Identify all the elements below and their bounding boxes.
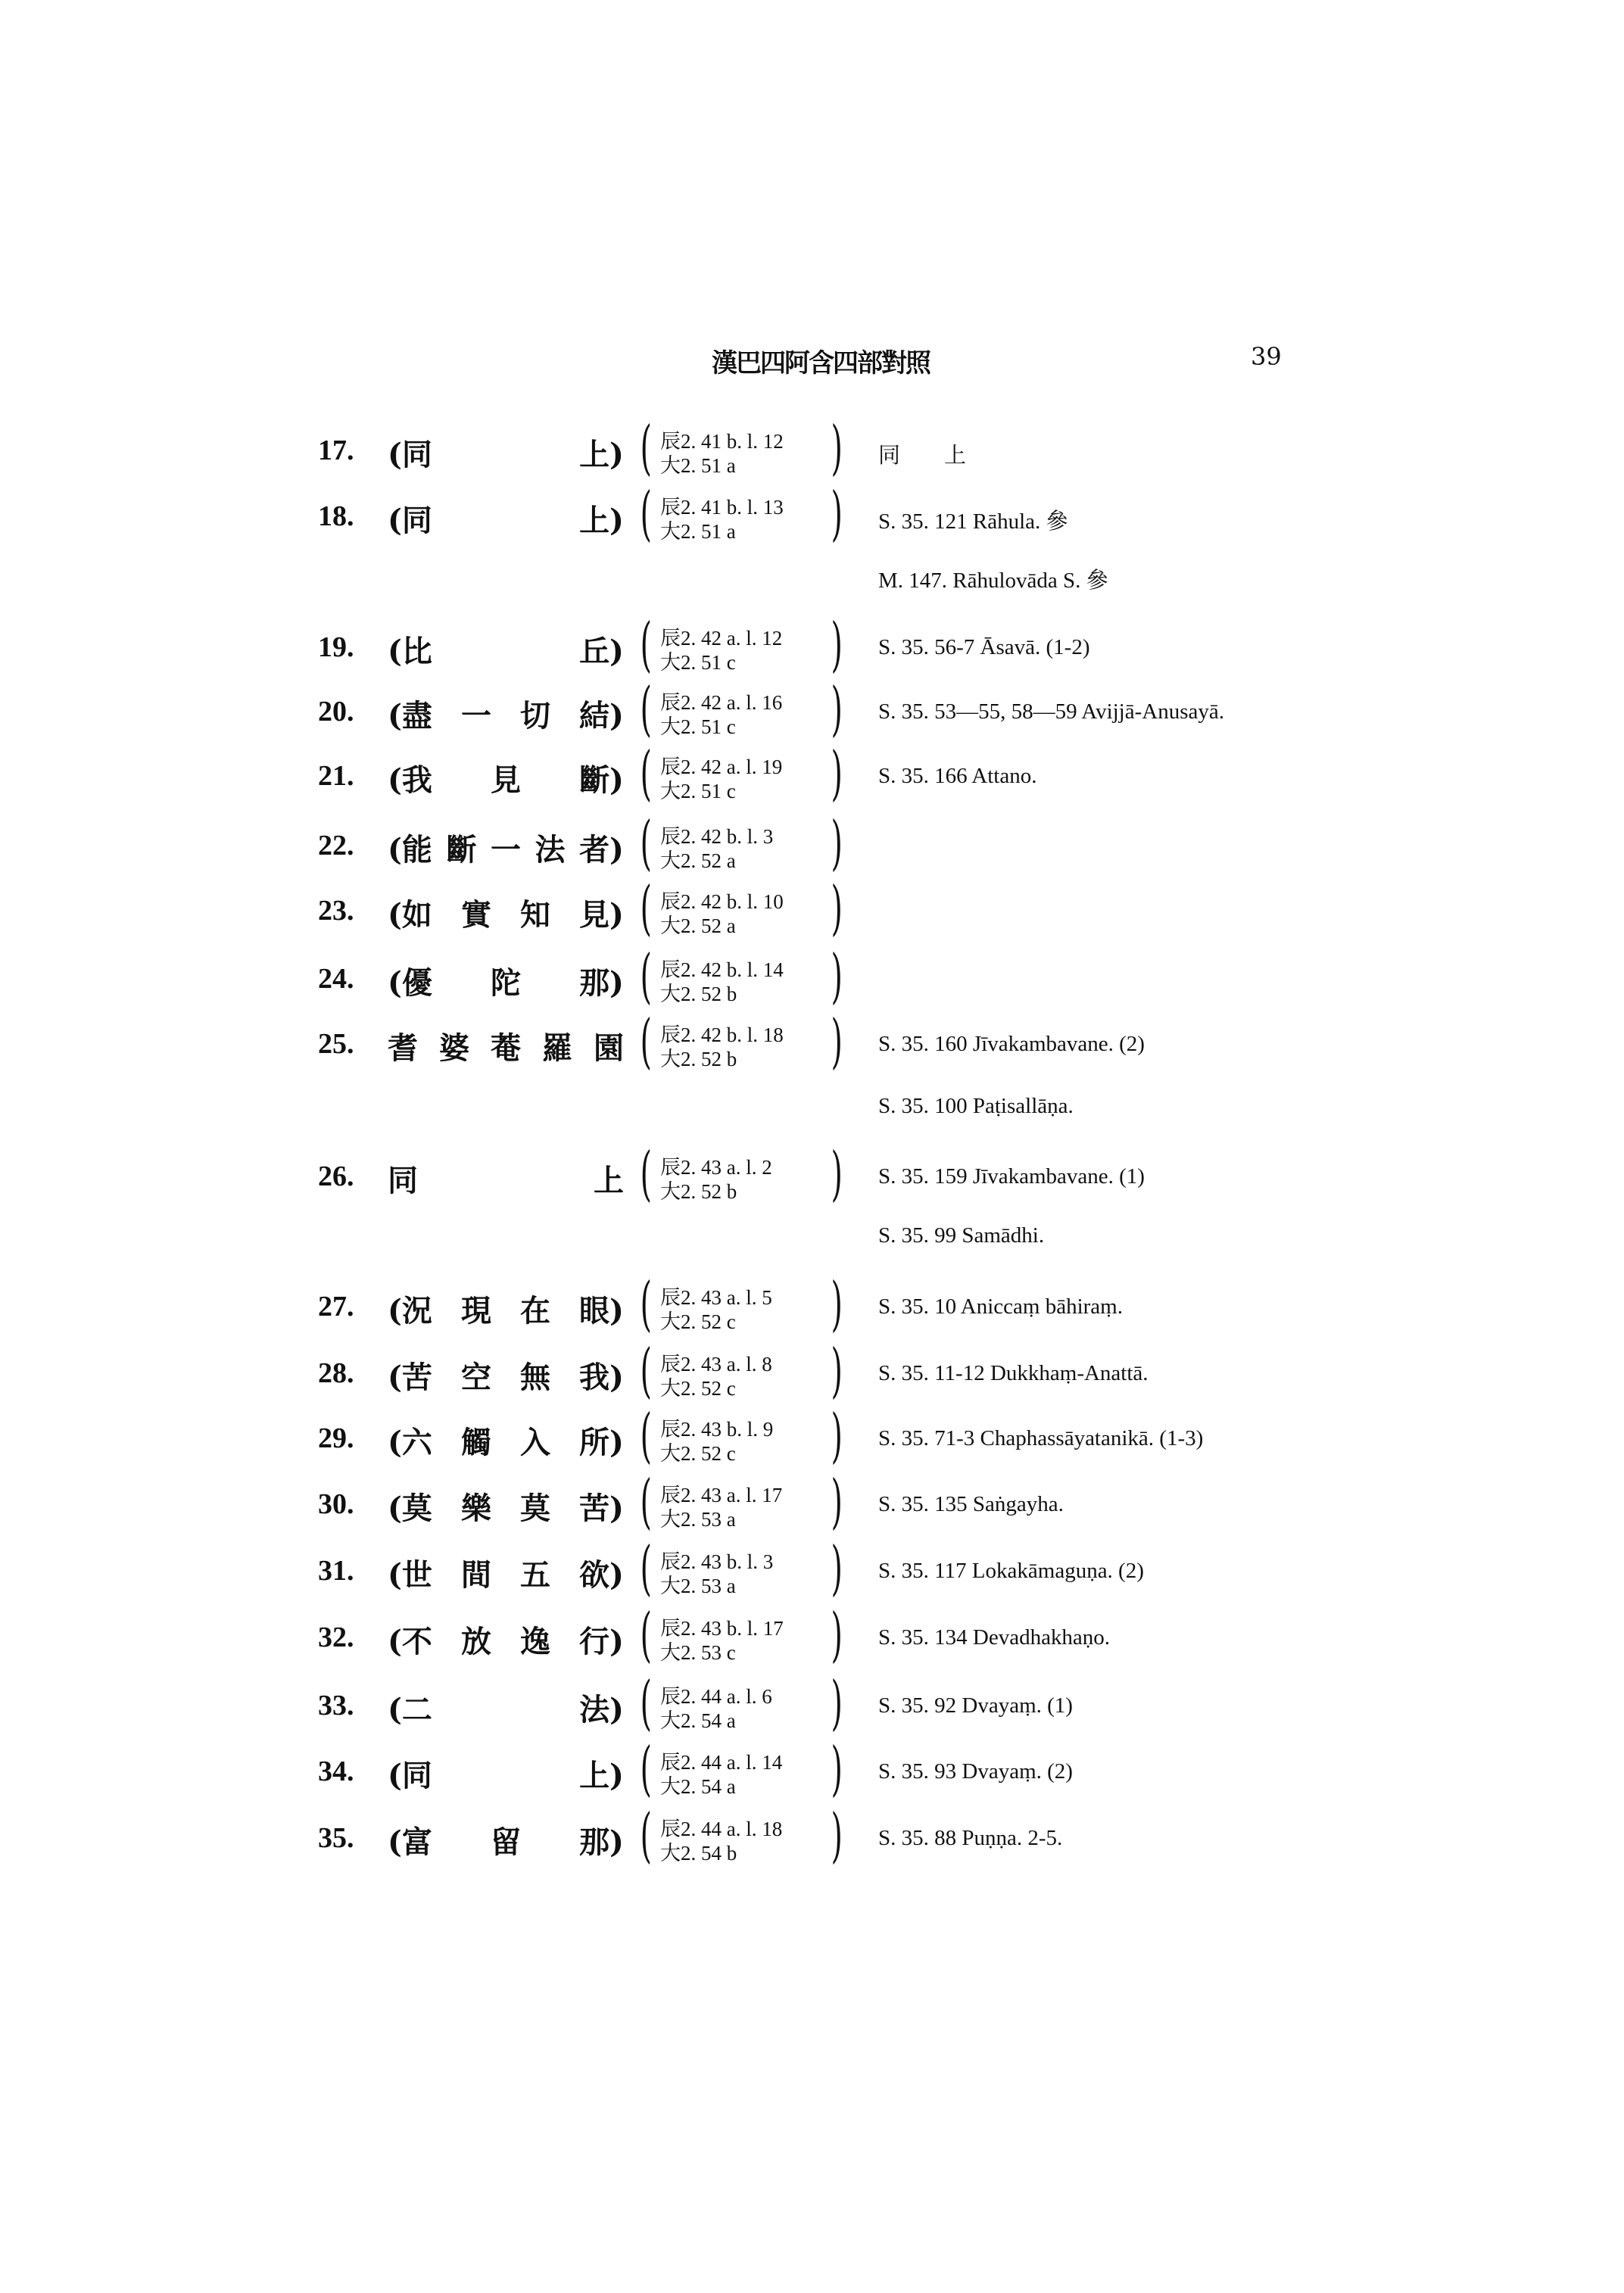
title-char: (二: [388, 1692, 432, 1728]
right-brace: ): [831, 611, 843, 679]
chinese-reference: [640, 414, 848, 482]
title-char: (同: [388, 437, 432, 472]
ref-line-2: 大2. 52 c: [660, 1310, 736, 1333]
ref-line-2: 大2. 54 a: [660, 1709, 736, 1732]
entry-number: 25.: [318, 1028, 354, 1060]
left-brace: (: [640, 874, 652, 942]
entry-number: 34.: [318, 1756, 354, 1787]
title-char: 樂: [460, 1491, 491, 1526]
left-brace: (: [640, 414, 652, 482]
table-row: [0, 1402, 1624, 1470]
ref-line-1: 辰2. 43 a. l. 8: [660, 1353, 772, 1375]
entry-number: 33.: [318, 1690, 354, 1721]
ref-line-2: 大2. 52 b: [660, 983, 737, 1005]
right-brace: ): [831, 1669, 843, 1737]
table-row: [0, 740, 1624, 808]
left-brace: (: [640, 480, 652, 548]
sutra-title: [388, 826, 624, 869]
entry-number: 26.: [318, 1161, 354, 1192]
right-brace: ): [831, 874, 843, 942]
title-char: 斷): [579, 762, 624, 798]
right-brace: ): [831, 1402, 843, 1470]
pali-reference: S. 35. 53—55, 58—59 Avijjā-Anusayā.: [878, 699, 1224, 724]
right-brace: ): [831, 1735, 843, 1803]
sutra-title: [388, 891, 624, 934]
ref-line-2: 大2. 52 c: [660, 1377, 736, 1400]
title-char: 羅: [542, 1030, 572, 1066]
sutra-title: [388, 1818, 624, 1862]
title-char: 一: [460, 698, 491, 734]
title-char: (比: [388, 634, 432, 669]
entry-number: 27.: [318, 1291, 354, 1323]
entry-number: 21.: [318, 760, 354, 792]
title-char: (不: [388, 1624, 432, 1659]
title-char: 上: [594, 1163, 624, 1198]
title-char: 知: [520, 897, 550, 933]
title-char: 所): [579, 1425, 624, 1460]
table-row: [0, 1669, 1624, 1737]
chinese-reference: [640, 740, 848, 808]
pali-reference: S. 35. 117 Lokakāmaguṇa. (2): [878, 1559, 1144, 1583]
left-brace: (: [640, 1669, 652, 1737]
entry-number: 29.: [318, 1422, 354, 1454]
chinese-reference: [640, 675, 848, 743]
ref-line-2: 大2. 52 b: [660, 1048, 737, 1070]
title-char: 苦): [579, 1491, 624, 1526]
ref-line-1: 辰2. 43 b. l. 17: [660, 1617, 784, 1640]
ref-line-1: 辰2. 42 a. l. 12: [660, 627, 783, 650]
title-char: (六: [388, 1425, 432, 1460]
ref-line-1: 辰2. 42 b. l. 3: [660, 825, 774, 848]
title-char: 現: [460, 1293, 491, 1329]
chinese-reference: [640, 1669, 848, 1737]
right-brace: ): [831, 480, 843, 548]
chinese-reference: [640, 809, 848, 877]
pali-reference: S. 35. 159 Jīvakambavane. (1): [878, 1164, 1145, 1189]
sutra-title: [388, 1752, 624, 1795]
title-char: (莫: [388, 1491, 432, 1526]
chinese-reference: [640, 1601, 848, 1669]
entry-number: 35.: [318, 1822, 354, 1854]
ref-line-2: 大2. 53 a: [660, 1575, 736, 1597]
title-char: (苦: [388, 1360, 432, 1395]
title-char: (況: [388, 1293, 432, 1329]
page-number: 39: [1251, 342, 1282, 371]
entry-number: 22.: [318, 830, 354, 861]
title-char: (能: [388, 832, 432, 868]
right-brace: ): [831, 1802, 843, 1870]
title-char: 斷: [446, 832, 477, 868]
right-brace: ): [831, 1140, 843, 1208]
left-brace: (: [640, 1468, 652, 1536]
left-brace: (: [640, 675, 652, 743]
sutra-title: [388, 692, 624, 735]
table-row: [0, 874, 1624, 942]
left-brace: (: [640, 809, 652, 877]
left-brace: (: [640, 1008, 652, 1076]
ref-line-2: 大2. 53 a: [660, 1508, 736, 1531]
ref-line-1: 辰2. 43 a. l. 5: [660, 1286, 772, 1309]
title-char: 我): [579, 1360, 624, 1395]
table-row: [0, 1008, 1624, 1076]
ref-line-1: 辰2. 44 a. l. 18: [660, 1818, 783, 1840]
ref-line-1: 辰2. 42 b. l. 18: [660, 1023, 784, 1046]
title-char: 莫: [520, 1491, 550, 1526]
right-brace: ): [831, 414, 843, 482]
ref-line-2: 大2. 51 c: [660, 715, 736, 738]
title-char: 上): [579, 437, 624, 472]
ref-line-1: 辰2. 41 b. l. 13: [660, 496, 784, 519]
title-char: 那): [579, 1824, 624, 1860]
title-char: (盡: [388, 698, 432, 734]
right-brace: ): [831, 675, 843, 743]
title-char: (同: [388, 503, 432, 538]
pali-reference: S. 35. 92 Dvayaṃ. (1): [878, 1693, 1073, 1718]
title-char: (同: [388, 1758, 432, 1793]
chinese-reference: [640, 1270, 848, 1338]
table-row: [0, 1534, 1624, 1603]
chinese-reference: [640, 1468, 848, 1536]
title-char: 空: [460, 1360, 491, 1395]
pali-reference: S. 35. 134 Devadhakhaṇo.: [878, 1625, 1111, 1650]
entry-number: 31.: [318, 1555, 354, 1587]
title-char: 欲): [579, 1557, 624, 1593]
ref-line-1: 辰2. 43 b. l. 9: [660, 1418, 774, 1441]
title-char: (如: [388, 897, 432, 933]
table-row: [0, 545, 1624, 606]
entry-number: 20.: [318, 696, 354, 727]
title-char: 那): [579, 965, 624, 1001]
table-row: [0, 1076, 1624, 1136]
right-brace: ): [831, 1270, 843, 1338]
pali-reference: S. 35. 11-12 Dukkhaṃ-Anattā.: [878, 1361, 1149, 1385]
left-brace: (: [640, 1601, 652, 1669]
sutra-title: [388, 959, 624, 1002]
ref-line-1: 辰2. 44 a. l. 6: [660, 1685, 772, 1708]
title-char: 法): [579, 1692, 624, 1728]
title-char: 菴: [491, 1030, 521, 1066]
entry-number: 30.: [318, 1488, 354, 1520]
table-row: [0, 809, 1624, 877]
sutra-title: [388, 756, 624, 799]
right-brace: ): [831, 942, 843, 1011]
ref-line-1: 辰2. 42 b. l. 14: [660, 958, 784, 981]
table-row: [0, 414, 1624, 482]
table-row: [0, 675, 1624, 743]
ref-line-2: 大2. 52 a: [660, 849, 736, 872]
right-brace: ): [831, 1601, 843, 1669]
pali-reference: S. 35. 166 Attano.: [878, 764, 1037, 788]
table-row: [0, 1270, 1624, 1338]
title-char: 結): [579, 698, 624, 734]
table-row: [0, 1802, 1624, 1870]
right-brace: ): [831, 809, 843, 877]
pali-reference: S. 35. 99 Samādhi.: [878, 1223, 1045, 1248]
title-char: 實: [460, 897, 491, 933]
title-char: 間: [460, 1557, 491, 1593]
sutra-title: [388, 497, 624, 540]
title-char: 見): [579, 897, 624, 933]
title-char: 留: [491, 1824, 521, 1860]
title-char: 入: [520, 1425, 550, 1460]
ref-line-2: 大2. 54 a: [660, 1775, 736, 1798]
chinese-reference: [640, 1802, 848, 1870]
left-brace: (: [640, 1402, 652, 1470]
sutra-title: [388, 1354, 624, 1397]
sutra-title: [388, 1485, 624, 1528]
title-char: 者): [579, 832, 624, 868]
table-row: [0, 1205, 1624, 1266]
entry-number: 23.: [318, 895, 354, 927]
sutra-title: [388, 1157, 624, 1200]
sutra-title: [388, 1618, 624, 1661]
right-brace: ): [831, 1337, 843, 1405]
chinese-reference: [640, 1534, 848, 1603]
title-char: (優: [388, 965, 432, 1001]
left-brace: (: [640, 1534, 652, 1603]
ref-line-1: 辰2. 42 a. l. 19: [660, 756, 783, 778]
title-char: 陀: [491, 965, 521, 1001]
ref-line-1: 辰2. 43 a. l. 17: [660, 1484, 783, 1506]
title-char: 一: [491, 832, 521, 868]
table-row: [0, 1601, 1624, 1669]
title-char: 上): [579, 503, 624, 538]
title-char: 眼): [579, 1293, 624, 1329]
title-char: 觸: [460, 1425, 491, 1460]
pali-reference: S. 35. 160 Jīvakambavane. (2): [878, 1032, 1145, 1056]
title-char: 園: [594, 1030, 624, 1066]
title-char: 五: [520, 1557, 550, 1593]
pali-reference: S. 35. 71-3 Chaphassāyatanikā. (1-3): [878, 1426, 1204, 1450]
right-brace: ): [831, 740, 843, 808]
left-brace: (: [640, 1735, 652, 1803]
left-brace: (: [640, 1802, 652, 1870]
title-char: 行): [579, 1624, 624, 1659]
entry-number: 24.: [318, 963, 354, 995]
ref-line-1: 辰2. 42 a. l. 16: [660, 691, 783, 714]
ref-line-2: 大2. 54 b: [660, 1842, 737, 1865]
chinese-reference: [640, 874, 848, 942]
ref-line-2: 大2. 53 c: [660, 1641, 736, 1664]
table-row: [0, 480, 1624, 548]
pali-reference: S. 35. 135 Saṅgayha.: [878, 1492, 1064, 1516]
table-row: [0, 611, 1624, 679]
title-char: 見: [491, 762, 521, 798]
ref-line-1: 辰2. 44 a. l. 14: [660, 1751, 783, 1774]
pali-reference: M. 147. Rāhulovāda S. 參: [878, 569, 1108, 593]
ref-line-1: 辰2. 41 b. l. 12: [660, 430, 784, 453]
left-brace: (: [640, 611, 652, 679]
sutra-title: [388, 1024, 624, 1067]
sutra-title: [388, 1419, 624, 1462]
ref-line-2: 大2. 52 a: [660, 914, 736, 937]
table-row: [0, 1140, 1624, 1208]
chinese-reference: [640, 942, 848, 1011]
title-char: 逸: [520, 1624, 550, 1659]
title-char: 同: [388, 1163, 418, 1198]
title-char: 婆: [439, 1030, 469, 1066]
ref-line-2: 大2. 51 a: [660, 520, 736, 543]
title-char: 切: [520, 698, 550, 734]
table-row: [0, 1468, 1624, 1536]
title-char: 丘): [579, 634, 624, 669]
sutra-title: [388, 1551, 624, 1594]
title-char: 放: [460, 1624, 491, 1659]
table-row: [0, 1735, 1624, 1803]
right-brace: ): [831, 1534, 843, 1603]
pali-reference: S. 35. 56-7 Āsavā. (1-2): [878, 635, 1090, 659]
ref-line-1: 辰2. 42 b. l. 10: [660, 890, 784, 913]
running-header: 漢巴四阿含四部對照: [712, 348, 930, 379]
chinese-reference: [640, 1140, 848, 1208]
title-char: (我: [388, 762, 432, 798]
pali-reference: S. 35. 93 Dvayaṃ. (2): [878, 1759, 1073, 1784]
chinese-reference: [640, 1735, 848, 1803]
sutra-title: [388, 1287, 624, 1330]
left-brace: (: [640, 942, 652, 1011]
pali-reference: S. 35. 10 Aniccaṃ bāhiraṃ.: [878, 1294, 1123, 1319]
right-brace: ): [831, 1468, 843, 1536]
ref-line-2: 大2. 51 a: [660, 454, 736, 477]
chinese-reference: [640, 1337, 848, 1405]
pali-reference: S. 35. 121 Rāhula. 參: [878, 509, 1068, 534]
sutra-title: [388, 1686, 624, 1729]
title-char: 上): [579, 1758, 624, 1793]
title-char: (世: [388, 1557, 432, 1593]
table-row: [0, 942, 1624, 1011]
entry-number: 19.: [318, 631, 354, 663]
title-char: 在: [520, 1293, 550, 1329]
table-row: [0, 1337, 1624, 1405]
left-brace: (: [640, 1270, 652, 1338]
ref-line-2: 大2. 51 c: [660, 651, 736, 674]
entry-number: 32.: [318, 1622, 354, 1653]
entry-number: 28.: [318, 1357, 354, 1389]
ref-line-1: 辰2. 43 a. l. 2: [660, 1156, 772, 1179]
left-brace: (: [640, 740, 652, 808]
pali-reference: 同 上: [878, 444, 967, 468]
title-char: 法: [535, 832, 566, 868]
ref-line-1: 辰2. 43 b. l. 3: [660, 1550, 774, 1573]
title-char: 耆: [388, 1030, 418, 1066]
sutra-title: [388, 431, 624, 474]
chinese-reference: [640, 611, 848, 679]
pali-reference: S. 35. 100 Paṭisallāṇa.: [878, 1094, 1074, 1118]
sutra-title: [388, 628, 624, 671]
left-brace: (: [640, 1337, 652, 1405]
right-brace: ): [831, 1008, 843, 1076]
ref-line-2: 大2. 52 c: [660, 1442, 736, 1465]
entry-number: 18.: [318, 500, 354, 532]
entry-number: 17.: [318, 435, 354, 466]
chinese-reference: [640, 480, 848, 548]
title-char: (富: [388, 1824, 432, 1860]
ref-line-2: 大2. 51 c: [660, 780, 736, 802]
ref-line-2: 大2. 52 b: [660, 1180, 737, 1203]
chinese-reference: [640, 1008, 848, 1076]
pali-reference: S. 35. 88 Puṇṇa. 2-5.: [878, 1826, 1063, 1850]
left-brace: (: [640, 1140, 652, 1208]
chinese-reference: [640, 1402, 848, 1470]
title-char: 無: [520, 1360, 550, 1395]
